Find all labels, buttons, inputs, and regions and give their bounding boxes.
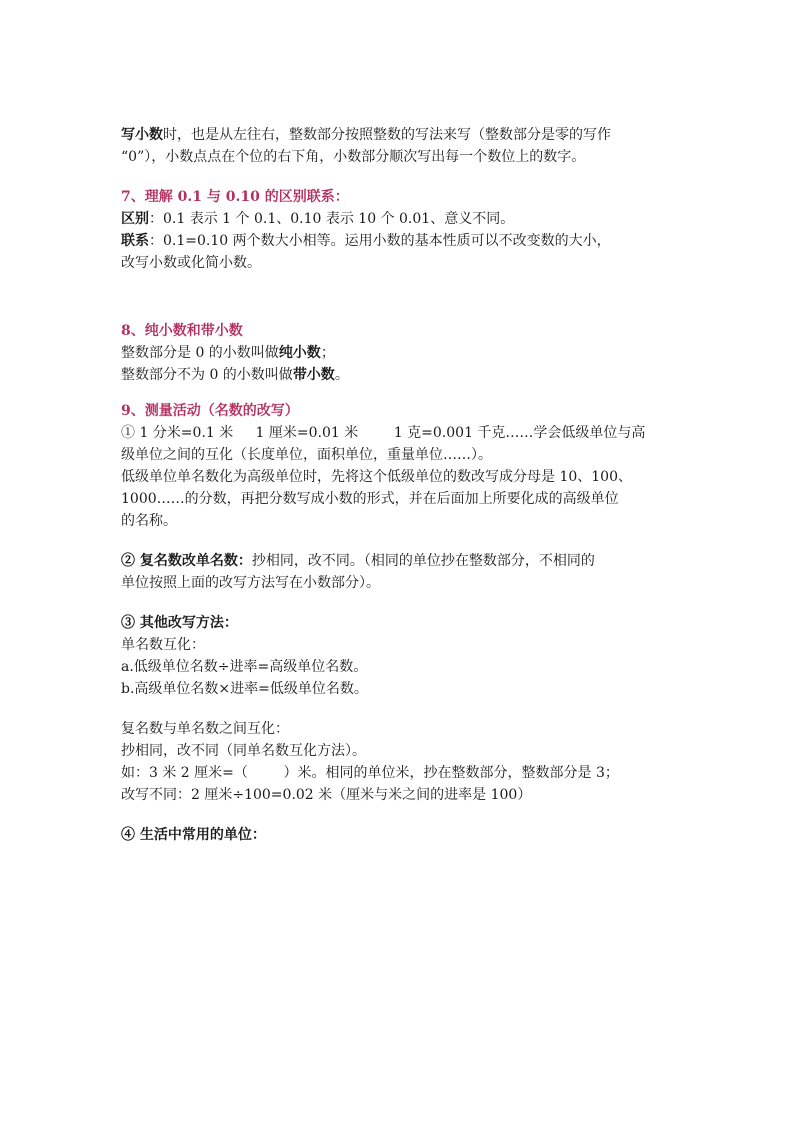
section-8-line-1 [121,342,681,364]
section-9-heading: 9、测量活动（名数的改写） [121,403,299,419]
section-9-p4-line-3: b.高级单位名数×进率=低级单位名数。 [121,681,368,697]
section-7-connection-cont: 改写小数或化简小数。 [121,255,261,271]
spacer [121,168,681,186]
intro-bold-term: 写小数 [121,127,163,143]
difference-label: 区别 [121,211,149,227]
section-8-heading: 8、纯小数和带小数 [121,323,243,339]
spacer [121,532,681,550]
section-7-connection [121,230,681,252]
spacer [121,806,681,824]
section-9-p5-line-4: 改写不同：2 厘米÷100=0.02 米（厘米与米之间的进率是 100） [121,787,532,803]
section-9-p2-line-2: 1000……的分数，再把分数写成小数的形式，并在后面加上所要化成的高级单位 [121,491,619,507]
section-7-heading: 7、理解 0.1 与 0.10 的区别联系： [121,189,349,205]
section-9-p5-line-2: 抄相同，改不同（同单名数互化方法）。 [121,743,366,759]
other-methods-heading: ③ 其他改写方法： [121,615,238,631]
section-8-line-2 [121,364,681,386]
common-units-heading: ④ 生活中常用的单位： [121,827,266,843]
pure-decimal-term: 纯小数 [278,345,321,361]
mixed-decimal-text: 整数部分不为 0 的小数叫做 [121,367,293,383]
spacer [121,594,681,612]
section-9-p3-line-2: 单位按照上面的改写方法写在小数部分）。 [121,575,380,591]
intro-line-1-text: 时，也是从左往右，整数部分按照整数的写法来写（整数部分是零的写作 [163,127,611,143]
connection-label: 联系 [121,233,149,249]
document-page [121,124,681,846]
spacer [121,386,681,400]
compound-to-single-text: 抄相同，改不同。（相同的单位抄在整数部分，不相同的 [251,553,595,569]
punct: 。 [334,367,349,383]
spacer [121,274,681,320]
intro-line-1 [121,124,681,146]
section-9-p4-line-1: 单名数互化： [121,637,205,653]
section-9-p4-line-2: a.低级单位名数÷进率=高级单位名数。 [121,659,368,675]
difference-text: ：0.1 表示 1 个 0.1、0.10 表示 10 个 0.01、意义不同。 [149,211,515,227]
section-7-difference [121,208,681,230]
punct: ； [320,345,335,361]
section-9-p2-line-3: 的名称。 [121,513,177,529]
section-9-p2-line-1: 低级单位单名数化为高级单位时，先将这个低级单位的数改写成分母是 10、100、 [121,469,632,485]
connection-text-1: ：0.1=0.10 两个数大小相等。运用小数的基本性质可以不改变数的大小， [149,233,611,249]
section-9-p5-line-1: 复名数与单名数之间互化： [121,721,289,737]
mixed-decimal-term: 带小数 [292,367,335,383]
intro-line-2: “0”），小数点点在个位的右下角，小数部分顺次写出每一个数位上的数字。 [121,149,586,165]
compound-to-single-heading: ② 复名数改单名数： [121,553,252,569]
spacer [121,700,681,718]
section-9-p1-line-2: 级单位之间的互化（长度单位，面积单位，重量单位……）。 [121,447,492,463]
section-9-p3-line-1 [121,550,681,572]
section-9-p1-line-1: ① 1 分米=0.1 米 1 厘米=0.01 米 1 克=0.001 千克……学会低级单位与高 [121,425,646,441]
section-9-p5-line-3: 如：3 米 2 厘米=（ ）米。相同的单位米，抄在整数部分，整数部分是 3； [121,765,619,781]
pure-decimal-text: 整数部分是 0 的小数叫做 [121,345,279,361]
